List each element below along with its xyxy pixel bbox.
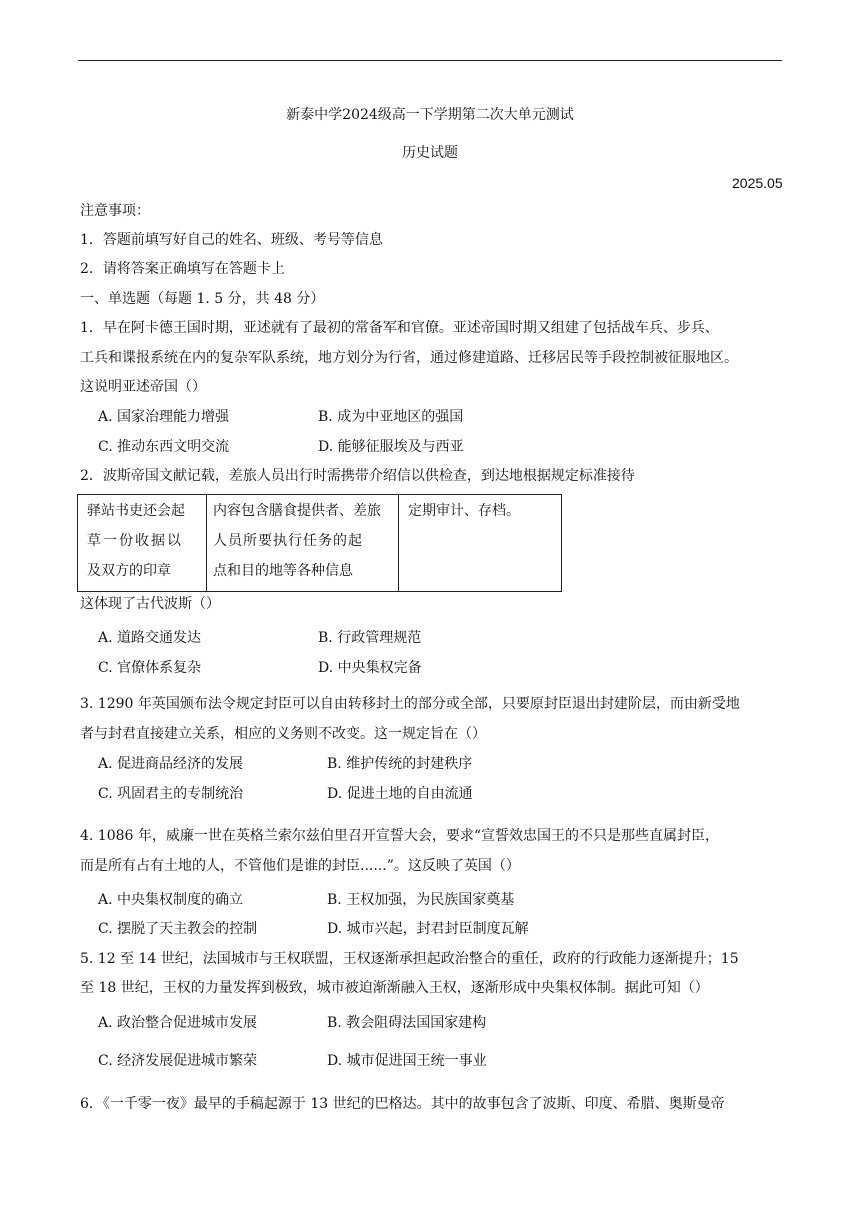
note-item: 1．答题前填写好自己的姓名、班级、考号等信息 — [80, 232, 383, 248]
table-cell-line: 定期审计、存档。 — [408, 503, 520, 519]
question-5-option-b: B. 教会阻碍法国国家建构 — [327, 1015, 487, 1031]
question-1-option-a: A. 国家治理能力增强 — [98, 409, 230, 425]
question-2-option-c: C. 官僚体系复杂 — [98, 660, 202, 676]
question-3-line: 3. 1290 年英国颁布法令规定封臣可以自由转移封土的部分或全部，只要原封臣退出封建阶层，而由新受地 — [80, 696, 740, 712]
table-cell-line: 内容包含膳食提供者、差旅 — [213, 503, 381, 519]
notes-heading: 注意事项： — [80, 203, 150, 219]
question-4-option-b: B. 王权加强，为民族国家奠基 — [327, 892, 515, 908]
top-rule — [78, 60, 782, 61]
table-cell-line: 草一份收据以 — [87, 533, 183, 549]
question-5-option-d: D. 城市促进国王统一事业 — [327, 1053, 487, 1069]
table-cell-line: 人员所要执行任务的起 — [213, 533, 363, 549]
section-heading: 一、单选题（每题 1. 5 分，共 48 分） — [80, 291, 325, 307]
question-4-option-c: C. 摆脱了天主教会的控制 — [98, 921, 258, 937]
exam-title: 新泰中学2024级高一下学期第二次大单元测试 — [286, 107, 574, 123]
question-1-option-c: C. 推动东西文明交流 — [98, 439, 230, 455]
question-1-line: 这说明亚述帝国（） — [80, 379, 206, 395]
table-cell-line: 点和目的地等各种信息 — [213, 563, 353, 579]
question-2-table — [77, 494, 562, 592]
question-3-option-c: C. 巩固君主的专制统治 — [98, 786, 244, 802]
table-cell — [399, 495, 562, 592]
question-3-line: 者与封君直接建立关系，相应的义务则不改变。这一规定旨在（） — [80, 726, 486, 742]
exam-subject: 历史试题 — [402, 145, 458, 161]
question-2-stem-end: 这体现了古代波斯（） — [80, 596, 220, 612]
question-1-option-d: D. 能够征服埃及与西亚 — [318, 439, 464, 455]
question-4-line: 而是所有占有土地的人，不管他们是谁的封臣......”。这反映了英国（） — [80, 858, 520, 874]
question-3-option-a: A. 促进商品经济的发展 — [98, 756, 244, 772]
question-4-option-d: D. 城市兴起，封君封臣制度瓦解 — [327, 921, 529, 937]
question-6-line: 6．《一千零一夜》最早的手稿起源于 13 世纪的巴格达。其中的故事包含了波斯、印度、希腊、奥斯曼帝 — [80, 1096, 725, 1112]
table-cell-line: 驿站书吏还会起 — [87, 503, 185, 519]
table-cell — [78, 495, 207, 592]
question-1-option-b: B. 成为中亚地区的强国 — [318, 409, 464, 425]
question-4-line: 4. 1086 年，威廉一世在英格兰索尔兹伯里召开宣誓大会，要求“宣誓效忠国王的不只是那些直属封臣， — [80, 828, 720, 844]
question-2-option-d: D. 中央集权完备 — [318, 660, 422, 676]
question-2-line: 2．波斯帝国文献记载，差旅人员出行时需携带介绍信以供检查，到达地根据规定标准接待 — [80, 468, 635, 484]
question-1-line: 工兵和谍报系统在内的复杂军队系统，地方划分为行省，通过修建道路、迁移居民等手段控制被征服地区。 — [80, 350, 738, 366]
exam-date: 2025.05 — [732, 175, 783, 191]
question-1-line: 1．早在阿卡德王国时期，亚述就有了最初的常备军和官僚。亚述帝国时期又组建了包括战车兵、步兵、 — [80, 320, 719, 336]
question-5-option-c: C. 经济发展促进城市繁荣 — [98, 1053, 258, 1069]
question-2-option-a: A. 道路交通发达 — [98, 630, 202, 646]
table-cell — [207, 495, 399, 592]
question-5-line: 5. 12 至 14 世纪，法国城市与王权联盟，王权逐渐承担起政治整合的重任，政府的行政能力逐渐提升；15 — [80, 951, 739, 967]
question-4-option-a: A. 中央集权制度的确立 — [98, 892, 244, 908]
question-5-option-a: A. 政治整合促进城市发展 — [98, 1015, 258, 1031]
table-cell-line: 及双方的印章 — [87, 563, 171, 579]
question-5-line: 至 18 世纪，王权的力量发挥到极致，城市被迫渐渐融入王权，逐渐形成中央集权体制。据此可知（） — [80, 980, 709, 996]
note-item: 2．请将答案正确填写在答题卡上 — [80, 261, 285, 277]
question-2-option-b: B. 行政管理规范 — [318, 630, 422, 646]
question-3-option-d: D. 促进土地的自由流通 — [327, 786, 473, 802]
question-3-option-b: B. 维护传统的封建秩序 — [327, 756, 473, 772]
